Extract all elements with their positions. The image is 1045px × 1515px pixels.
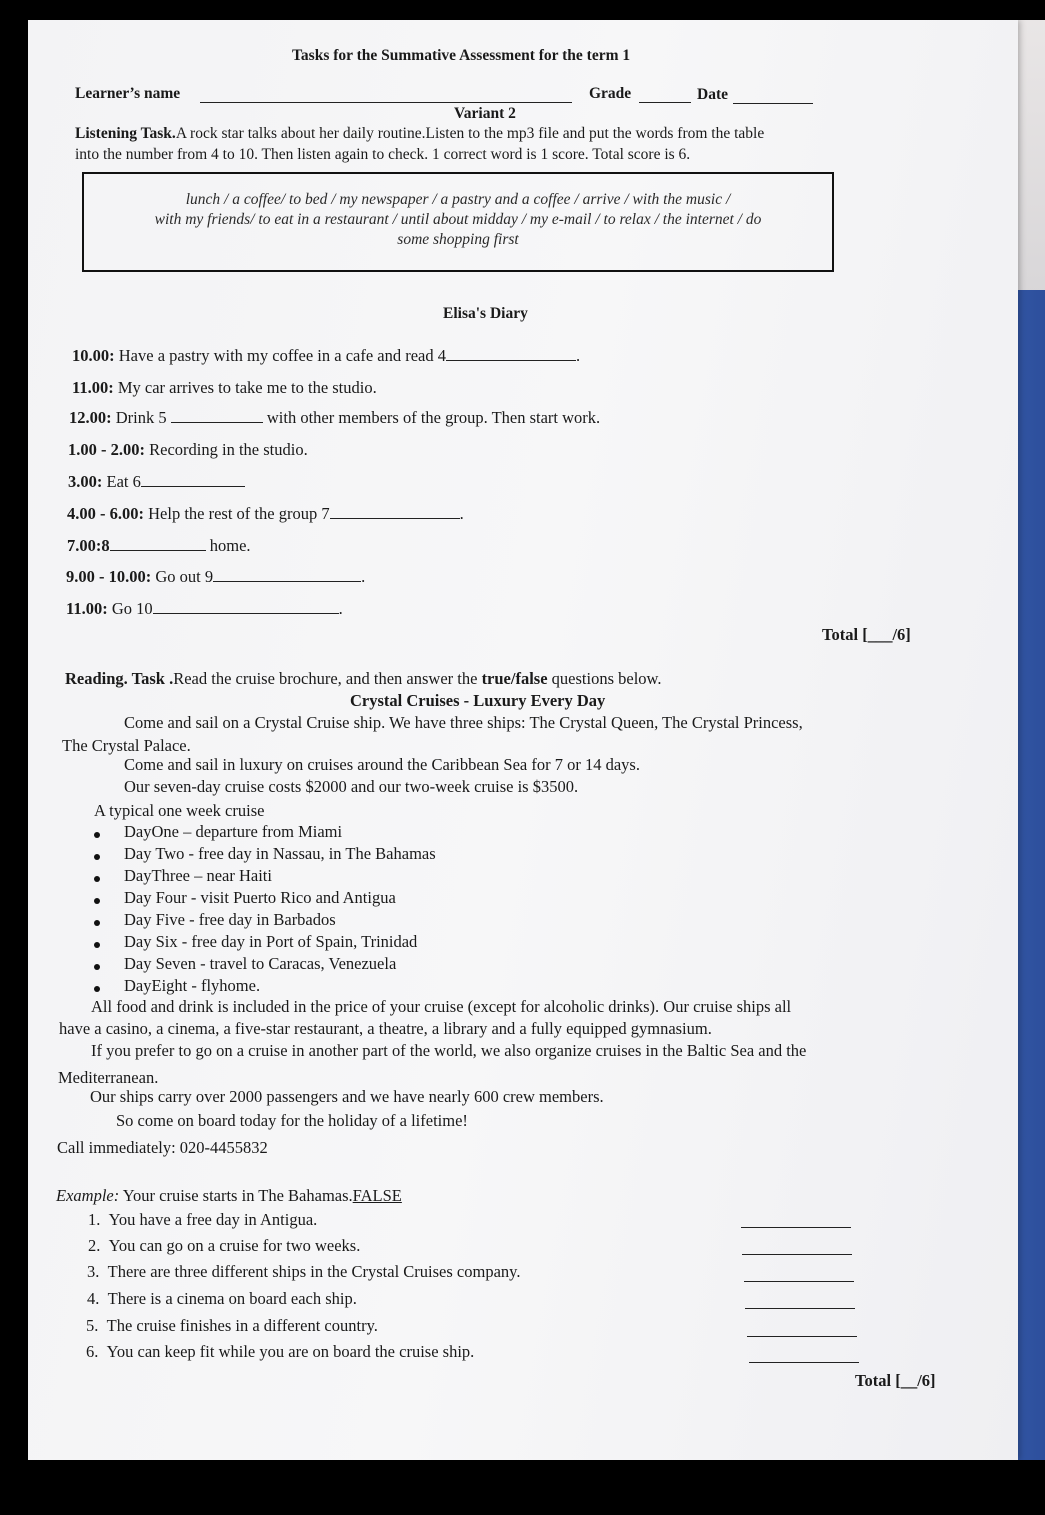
diary-title: Elisa's Diary: [443, 305, 528, 322]
answer-blank-q1[interactable]: [741, 1227, 851, 1228]
brochure-paragraph: All food and drink is included in the price of your cruise (except for alcoholic drinks). Our cruise ships all: [91, 997, 792, 1016]
answer-blank-7[interactable]: [330, 517, 460, 519]
brochure-paragraph: If you prefer to go on a cruise in another part of the world, we also organize cruises in the Baltic Sea and the: [91, 1041, 807, 1060]
itinerary-day: Day Five - free day in Barbados: [124, 910, 336, 929]
itinerary-day: Day Seven - travel to Caracas, Venezuela: [124, 954, 397, 973]
answer-blank-4[interactable]: [446, 359, 576, 361]
variant-label: Variant 2: [454, 105, 516, 122]
itinerary-day: DayOne – departure from Miami: [124, 822, 343, 841]
itinerary-day: Day Two - free day in Nassau, in The Bahamas: [124, 844, 436, 863]
bullet-icon: [94, 964, 100, 970]
answer-blank-10[interactable]: [153, 612, 339, 614]
reading-heading: Reading. Task .: [65, 669, 174, 688]
itinerary-day: Day Four - visit Puerto Rico and Antigua: [124, 888, 396, 907]
brochure-paragraph: Our ships carry over 2000 passengers and we have nearly 600 crew members.: [90, 1087, 604, 1106]
date-field[interactable]: [733, 103, 813, 104]
itinerary-day: Day Six - free day in Port of Spain, Trinidad: [124, 932, 418, 951]
diary-entry-10: 11.00: Go 10 .: [66, 599, 343, 618]
question-item: 3. There are three different ships in the Crystal Cruises company.: [87, 1262, 521, 1281]
example-line: Example: Your cruise starts in The Bahamas.FALSE: [56, 1186, 402, 1205]
diary-entry-7: 4.00 - 6.00: Help the rest of the group 7 .: [67, 504, 464, 523]
date-label: Date: [697, 86, 728, 103]
word-bank-line: some shopping first: [397, 231, 519, 248]
page-title: Tasks for the Summative Assessment for the term 1: [292, 47, 631, 64]
question-item: 6. You can keep fit while you are on board the cruise ship.: [86, 1342, 475, 1361]
listening-total: Total [___/6]: [822, 625, 911, 644]
diary-entry-5: 12.00: Drink 5 with other members of the group. Then start work.: [69, 408, 601, 427]
question-item: 1. You have a free day in Antigua.: [88, 1210, 318, 1229]
diary-entry-9: 9.00 - 10.00: Go out 9 .: [66, 567, 366, 586]
brochure-title: Crystal Cruises - Luxury Every Day: [350, 691, 606, 710]
brochure-paragraph: Come and sail in luxury on cruises around the Caribbean Sea for 7 or 14 days.: [124, 755, 640, 774]
answer-blank-q2[interactable]: [742, 1254, 852, 1255]
grade-field[interactable]: [639, 102, 691, 103]
bullet-icon: [94, 832, 100, 838]
listening-instructions-line2: into the number from 4 to 10. Then listen again to check. 1 correct word is 1 score. Total score is 6.: [75, 146, 691, 163]
brochure-paragraph: Mediterranean.: [58, 1068, 159, 1087]
brochure-paragraph: Come and sail on a Crystal Cruise ship. We have three ships: The Crystal Queen, The Crystal Princess,: [124, 713, 803, 732]
listening-heading: Listening Task.: [75, 125, 176, 142]
answer-blank-q4[interactable]: [745, 1308, 855, 1309]
bullet-icon: [94, 920, 100, 926]
answer-blank-6[interactable]: [141, 485, 245, 487]
typical-cruise-heading: A typical one week cruise: [94, 801, 265, 820]
reading-total: Total [__/6]: [855, 1371, 936, 1390]
listening-instructions-text: A rock star talks about her daily routine.Listen to the mp3 file and put the words from the table: [175, 125, 765, 142]
answer-blank-5[interactable]: [171, 421, 263, 423]
reading-instructions: Reading. Task .Read the cruise brochure, and then answer the true/false questions below.: [65, 669, 662, 688]
brochure-paragraph: So come on board today for the holiday of a lifetime!: [116, 1111, 468, 1130]
word-bank-line: with my friends/ to eat in a restaurant / until about midday / my e-mail / to relax / the internet / do: [154, 211, 762, 228]
phone-number: Call immediately: 020-4455832: [57, 1138, 268, 1157]
answer-blank-q6[interactable]: [749, 1362, 859, 1363]
diary-text: Have a pastry with my coffee in a cafe and read 4: [114, 346, 447, 365]
grade-label: Grade: [589, 85, 632, 102]
question-item: 2. You can go on a cruise for two weeks.: [88, 1236, 361, 1255]
learner-name-field[interactable]: [200, 102, 572, 103]
bullet-icon: [94, 876, 100, 882]
diary-entry-8: 7.00:8 home.: [67, 536, 251, 555]
itinerary-day: DayThree – near Haiti: [124, 866, 272, 885]
diary-time: 10.00:: [72, 346, 115, 365]
bullet-icon: [94, 898, 100, 904]
itinerary-day: DayEight - flyhome.: [124, 976, 261, 995]
diary-entry-recording: 1.00 - 2.00: Recording in the studio.: [68, 440, 308, 459]
question-item: 4. There is a cinema on board each ship.: [87, 1289, 357, 1308]
diary-entry-6: 3.00: Eat 6: [68, 472, 245, 492]
answer-blank-9[interactable]: [213, 580, 361, 582]
word-bank-line: lunch / a coffee/ to bed / my newspaper / a pastry and a coffee / arrive / with the music /: [185, 191, 731, 208]
answer-blank-8[interactable]: [110, 549, 206, 551]
learner-name-label: Learner’s name: [75, 85, 181, 102]
word-bank-box: [82, 172, 834, 272]
listening-instructions-line1: [75, 125, 764, 143]
brochure-paragraph: have a casino, a cinema, a five-star restaurant, a theatre, a library and a fully equipped gymnasium.: [59, 1019, 712, 1038]
bullet-icon: [94, 942, 100, 948]
bullet-icon: [94, 986, 100, 992]
answer-blank-q3[interactable]: [744, 1281, 854, 1282]
brochure-paragraph: The Crystal Palace.: [62, 736, 191, 755]
answer-blank-q5[interactable]: [747, 1336, 857, 1337]
question-item: 5. The cruise finishes in a different country.: [86, 1316, 378, 1335]
brochure-paragraph: Our seven-day cruise costs $2000 and our two-week cruise is $3500.: [124, 777, 579, 796]
diary-entry-4: 10.00: Have a pastry with my coffee in a cafe and read 4 .: [72, 346, 581, 365]
example-answer: FALSE: [352, 1186, 402, 1205]
diary-entry-1100: 11.00: My car arrives to take me to the studio.: [72, 378, 377, 397]
bullet-icon: [94, 854, 100, 860]
